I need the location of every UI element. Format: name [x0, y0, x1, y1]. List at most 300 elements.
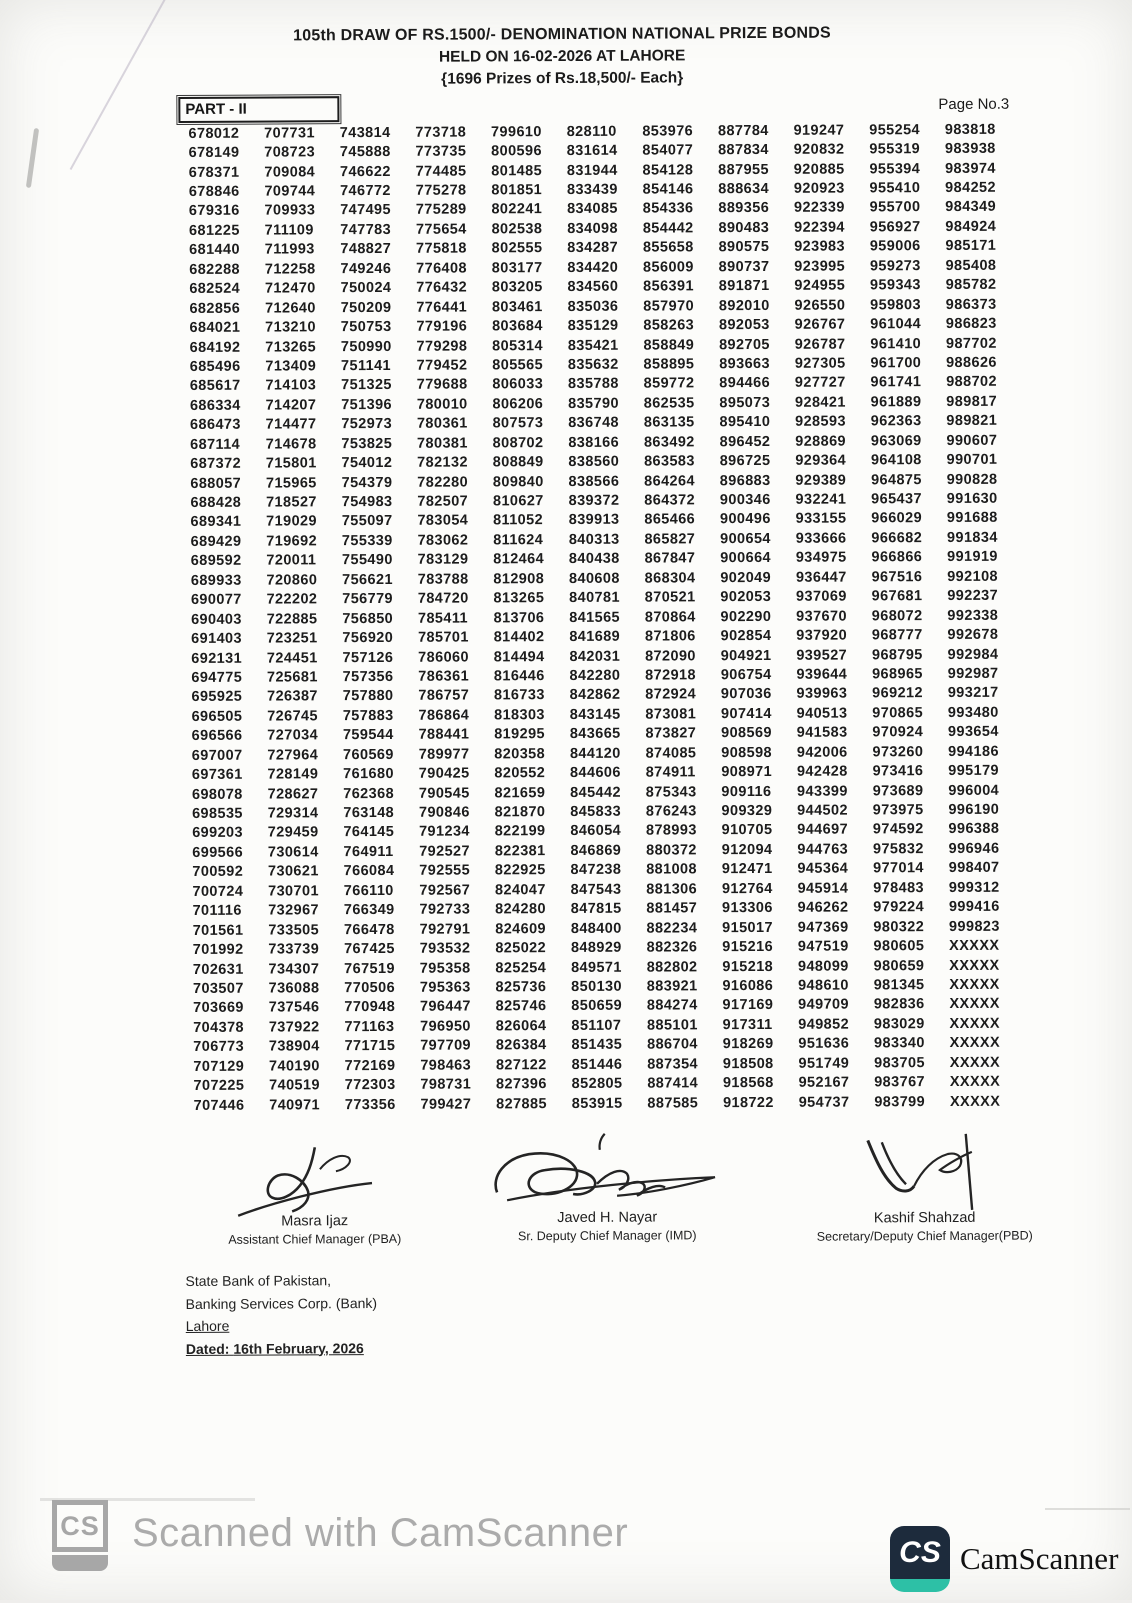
prize-number: 703507 — [192, 980, 244, 997]
prize-number: 798731 — [420, 1076, 472, 1093]
prize-number: 992108 — [947, 568, 999, 585]
issuer-city: Lahore — [185, 1317, 230, 1334]
prize-number: 833439 — [566, 181, 618, 199]
prize-number: 790545 — [418, 785, 470, 802]
prize-number: 845833 — [570, 803, 622, 821]
prize-number: 793532 — [419, 940, 471, 957]
prize-number: 751141 — [340, 357, 392, 375]
prize-number: 882234 — [646, 919, 698, 937]
prize-number: 884274 — [646, 997, 698, 1014]
prize-number: 995179 — [948, 762, 1000, 780]
prize-number: 895073 — [719, 394, 771, 412]
prize-number: 882326 — [646, 939, 698, 956]
prize-number: 814402 — [493, 629, 545, 646]
prize-number: 908598 — [721, 744, 773, 761]
prize-number: 946262 — [797, 899, 849, 917]
prize-number: 707225 — [193, 1077, 245, 1095]
prize-number: 965437 — [871, 491, 922, 508]
prize-number: 983818 — [944, 121, 996, 138]
prize-number: 854146 — [642, 181, 694, 198]
prize-number: 763148 — [343, 804, 395, 822]
prize-number: 984252 — [945, 179, 996, 197]
prize-number: 775289 — [415, 201, 467, 219]
prize-number: 955254 — [869, 121, 921, 139]
prize-number: 707446 — [193, 1097, 245, 1114]
prize-number: 825746 — [495, 998, 547, 1015]
prize-number: 747495 — [340, 202, 392, 219]
prize-number: 688428 — [190, 494, 242, 511]
prize-number: 854077 — [642, 142, 694, 159]
prize-number: 756850 — [342, 610, 394, 627]
prize-number: 956927 — [869, 219, 921, 236]
prize-number: 992678 — [947, 626, 999, 644]
prize-number: 678371 — [188, 164, 240, 181]
prize-number: 892705 — [719, 336, 770, 353]
prize-number: 900664 — [720, 550, 772, 567]
prize-number: 915218 — [722, 958, 774, 975]
prize-number: 738904 — [268, 1038, 320, 1055]
prize-number: 835632 — [567, 356, 619, 373]
prize-number: 913306 — [721, 900, 773, 917]
prize-number: 926550 — [794, 297, 846, 314]
prize-number: 707129 — [193, 1058, 245, 1075]
prize-number: 720011 — [266, 552, 317, 569]
prize-number: 964875 — [871, 471, 922, 488]
prize-number: 848929 — [570, 939, 622, 957]
signatory-name: Masra Ijaz — [281, 1213, 349, 1230]
prize-number: 740190 — [268, 1058, 320, 1075]
prize-number: 701992 — [192, 941, 244, 959]
prize-number: 908569 — [721, 725, 772, 742]
page-number: Page No.3 — [938, 95, 1010, 114]
prize-number: 713265 — [265, 338, 317, 356]
prize-number: 912471 — [721, 861, 773, 878]
prize-number: 994186 — [948, 743, 999, 760]
prize-number: 850659 — [571, 998, 623, 1015]
prize-number: 926767 — [794, 316, 846, 333]
prize-number: 951749 — [798, 1055, 850, 1072]
prize-number: 836748 — [568, 414, 620, 432]
prize-number: 776441 — [416, 299, 468, 316]
prize-number: 980605 — [873, 938, 925, 955]
prize-number: 803461 — [491, 298, 543, 316]
prize-number: 785701 — [418, 629, 469, 646]
prize-number: 863135 — [643, 414, 695, 431]
prize-number: 941583 — [796, 724, 848, 742]
prize-number: 827885 — [496, 1095, 547, 1112]
prize-number: 984349 — [945, 199, 997, 216]
prize-number: 697007 — [191, 747, 243, 764]
signatory-name: Kashif Shahzad — [873, 1209, 976, 1227]
prize-number: 955700 — [869, 199, 921, 216]
prize-number: 694775 — [191, 669, 243, 686]
prize-number: 978483 — [873, 879, 925, 897]
prize-number: 909116 — [721, 783, 772, 800]
prize-number: 709084 — [264, 163, 316, 181]
prize-number: 932241 — [795, 491, 847, 508]
prize-number: 840781 — [569, 589, 620, 607]
prize-number: 701561 — [192, 922, 244, 939]
prize-number: 715965 — [265, 474, 317, 492]
prize-number: 983705 — [874, 1054, 925, 1072]
prize-number: 737546 — [268, 999, 320, 1016]
prize-number: 728149 — [267, 766, 319, 783]
prize-number: 955319 — [869, 141, 921, 158]
prize-number: 983767 — [874, 1074, 926, 1091]
prize-number: 878993 — [645, 822, 697, 840]
prize-number: 891871 — [718, 278, 770, 295]
prize-number: 685617 — [189, 378, 241, 395]
prize-number: 753825 — [341, 435, 393, 452]
prize-number: 810627 — [492, 493, 544, 510]
prize-number: 939963 — [796, 685, 848, 703]
prize-number: 786361 — [418, 668, 470, 685]
prize-number: 959803 — [870, 296, 921, 314]
prize-number: 736088 — [268, 980, 320, 997]
prize-number: 834098 — [567, 220, 619, 237]
prize-number: 719029 — [266, 513, 318, 531]
prize-number: 773718 — [415, 124, 467, 141]
prize-number: 871806 — [644, 628, 696, 645]
prize-number: 792555 — [419, 862, 471, 880]
prize-number: 775818 — [415, 240, 467, 258]
prize-number: 991919 — [947, 549, 998, 566]
prize-number: 961700 — [870, 355, 922, 372]
prize-number: 762368 — [343, 785, 395, 802]
prize-number: 733739 — [268, 941, 320, 958]
prize-number: 704378 — [193, 1019, 245, 1036]
signatory-name: Javed H. Nayar — [557, 1209, 658, 1227]
prize-number: 698078 — [191, 786, 243, 803]
prize-number: 854336 — [642, 200, 694, 218]
prize-number: 896725 — [719, 453, 771, 470]
prize-number: 838560 — [568, 453, 620, 471]
prize-number: 792791 — [419, 921, 471, 938]
prize-number: 772169 — [344, 1057, 396, 1074]
prize-number: 858263 — [643, 317, 695, 334]
prize-number: 944697 — [797, 821, 849, 839]
prize-number: 999416 — [948, 898, 1000, 916]
prize-number: XXXXX — [949, 937, 1000, 955]
prize-number: 902049 — [720, 569, 772, 586]
prize-number: 966029 — [871, 510, 923, 527]
prize-number: 887955 — [718, 161, 769, 178]
prize-number: 867847 — [644, 550, 696, 567]
prize-number: 828110 — [566, 123, 617, 140]
prize-number: 782507 — [417, 493, 469, 510]
prize-number: 835129 — [567, 317, 619, 335]
prize-number: 943399 — [796, 783, 848, 800]
prize-number: 857970 — [643, 297, 695, 315]
prize-number: 790846 — [418, 804, 470, 821]
prize-number: 863583 — [644, 453, 695, 470]
prize-number: 699566 — [192, 844, 244, 861]
prize-number: 917311 — [722, 1016, 773, 1034]
camscanner-brand — [890, 1526, 1118, 1592]
prize-number: 926787 — [794, 336, 846, 353]
prize-number: 864264 — [644, 472, 695, 490]
camscanner-brand-text: CamScanner — [960, 1541, 1119, 1576]
prize-number: 849571 — [571, 959, 622, 976]
signatory-block-2 — [472, 1127, 743, 1243]
prize-number: 915216 — [722, 939, 774, 956]
prize-number: 783062 — [417, 532, 469, 549]
prize-number: 892010 — [718, 297, 770, 314]
prize-number: 759544 — [342, 727, 394, 744]
prize-number: 771163 — [344, 1018, 395, 1036]
prize-number: 802555 — [491, 240, 543, 257]
prize-number: 999312 — [948, 879, 1000, 896]
prize-number: 851435 — [571, 1036, 623, 1054]
prize-number: 918269 — [722, 1036, 774, 1053]
prize-number: 996190 — [948, 801, 1000, 819]
prize-number: 821659 — [494, 784, 546, 801]
prize-number: 834420 — [567, 259, 619, 276]
prize-number: 968777 — [871, 627, 923, 644]
prize-number: 988702 — [946, 374, 998, 391]
prize-number: 851446 — [571, 1056, 623, 1073]
prize-number: 678846 — [188, 183, 240, 200]
prize-number: 764145 — [343, 824, 395, 841]
prize-number: 989821 — [946, 413, 998, 430]
prize-number: 844120 — [569, 745, 621, 762]
prize-number: 816446 — [493, 668, 545, 685]
prize-number: 790425 — [418, 765, 470, 782]
prize-number: 873081 — [645, 706, 697, 723]
prize-number: 792733 — [419, 901, 471, 918]
signatory-title: Assistant Chief Manager (PBA) — [228, 1231, 402, 1247]
prize-number: 888634 — [718, 180, 770, 198]
prize-number: 990701 — [946, 451, 998, 469]
prize-number: 973416 — [872, 763, 924, 780]
prize-number: 751396 — [341, 396, 393, 414]
prize-number: 942428 — [796, 763, 848, 780]
prize-number: 786060 — [418, 649, 469, 666]
prize-number: 853915 — [571, 1095, 623, 1112]
prize-number: 750209 — [340, 299, 392, 316]
prize-table — [182, 120, 1019, 1116]
prize-number: 755097 — [341, 513, 393, 530]
prize-number: 752973 — [341, 416, 393, 433]
prize-number: 992987 — [947, 665, 999, 682]
prize-number: 719692 — [266, 533, 318, 550]
prize-number: 820552 — [494, 765, 546, 782]
prize-number: 939527 — [796, 647, 848, 664]
prize-number: 757356 — [342, 668, 394, 686]
prize-number: 886704 — [647, 1036, 698, 1053]
part-label-box: PART - II — [178, 96, 339, 123]
prize-number: 770948 — [344, 999, 396, 1016]
prize-number: 919247 — [793, 122, 845, 139]
prize-number: 696566 — [191, 727, 243, 745]
prize-number: 947519 — [797, 938, 849, 955]
prize-number: 990607 — [946, 432, 998, 449]
prize-number: 875343 — [645, 783, 697, 801]
prize-number: 842862 — [569, 687, 621, 704]
prize-number: 902290 — [720, 608, 772, 625]
draw-venue-date: HELD ON 16-02-2026 AT LAHORE — [438, 47, 686, 66]
prize-number: 826384 — [495, 1037, 547, 1054]
prize-number: 999823 — [948, 918, 1000, 935]
prize-number: 887784 — [717, 122, 769, 139]
prize-number: 929389 — [795, 472, 847, 489]
prize-number: 955410 — [869, 180, 921, 197]
prize-number: 678149 — [188, 144, 240, 162]
prize-number: 961410 — [870, 335, 922, 352]
prize-number: 966866 — [871, 549, 923, 566]
prize-number: 813265 — [493, 590, 545, 607]
prize-number: 834085 — [567, 201, 618, 218]
prize-number: 811624 — [493, 532, 544, 549]
prize-number: 822925 — [494, 862, 546, 879]
prize-number: 942006 — [796, 744, 848, 761]
prize-number: 988626 — [946, 354, 997, 371]
prize-number: 868304 — [644, 570, 696, 587]
prize-number: XXXXX — [949, 1054, 1001, 1071]
prize-number: 775278 — [415, 182, 467, 199]
prize-number: 834560 — [567, 278, 619, 296]
prize-number: 809840 — [492, 473, 544, 490]
prize-number: 831944 — [566, 162, 618, 179]
prize-number: 754983 — [341, 493, 393, 511]
prize-number: 928869 — [795, 433, 847, 450]
prize-number: 795358 — [419, 960, 471, 977]
prize-number: 720860 — [266, 572, 318, 589]
prize-number: 838566 — [568, 473, 620, 490]
prize-number: 876243 — [645, 803, 697, 820]
prize-number: 806206 — [492, 395, 544, 413]
prize-number: 784720 — [417, 590, 469, 607]
prize-number: 902854 — [720, 628, 772, 645]
prize-number: 872918 — [645, 667, 697, 684]
prize-number: 819295 — [494, 726, 546, 743]
prize-number: 766349 — [343, 902, 395, 919]
prize-number: 840608 — [568, 570, 620, 587]
prize-number: 912764 — [721, 880, 773, 897]
prize-number: 855658 — [642, 239, 694, 256]
prize-number: 684192 — [189, 339, 241, 356]
prize-number: 783788 — [417, 571, 469, 588]
prize-number: 918508 — [722, 1055, 774, 1072]
prize-number: 985782 — [945, 276, 997, 294]
prize-number: 808702 — [492, 434, 544, 452]
prize-number: 993654 — [947, 724, 999, 741]
prize-number: XXXXX — [949, 996, 1000, 1013]
prize-number: 816733 — [493, 687, 545, 704]
prize-number: 872090 — [645, 647, 696, 665]
prize-number: 887585 — [647, 1094, 699, 1112]
prize-number: 985408 — [945, 257, 997, 274]
prize-number: 916086 — [722, 977, 774, 995]
prize-number: 962363 — [870, 413, 922, 430]
prize-number: 967681 — [871, 588, 923, 605]
prize-number: 708723 — [264, 144, 316, 161]
prize-number: 726387 — [267, 688, 318, 705]
prize-number: 934975 — [795, 549, 847, 567]
prize-number: 679316 — [188, 203, 240, 220]
prize-number: 800596 — [491, 143, 542, 160]
prize-number: 951636 — [798, 1035, 850, 1053]
prize-number: XXXXX — [949, 957, 1000, 974]
prize-number: 859772 — [643, 375, 695, 392]
prize-number: 689341 — [190, 514, 242, 531]
prize-number: 940513 — [796, 705, 848, 722]
prize-number: 734307 — [268, 960, 320, 978]
prize-number: 881008 — [646, 861, 698, 878]
prize-number: 785411 — [417, 610, 468, 627]
prize-number: 969212 — [872, 685, 924, 702]
prize-number: 968965 — [872, 666, 923, 683]
prize-number: 933666 — [795, 530, 847, 547]
prize-number: 766110 — [343, 882, 394, 899]
prize-number: 779688 — [416, 376, 468, 394]
scanned-with-text: Scanned with CamScanner — [132, 1510, 629, 1555]
prize-number: 918568 — [722, 1075, 774, 1092]
prize-number: 883921 — [646, 978, 698, 995]
prize-number: 887414 — [647, 1075, 699, 1092]
prize-number: 827122 — [495, 1056, 547, 1074]
prize-number: 796447 — [419, 998, 471, 1016]
prize-number: 853976 — [642, 123, 694, 140]
prize-number: 786757 — [418, 687, 470, 705]
prize-number: 854128 — [642, 161, 694, 179]
prize-number: 754012 — [341, 455, 393, 472]
prize-number: 691403 — [191, 630, 242, 648]
prize-number: 776432 — [416, 279, 468, 296]
prize-number: 990828 — [946, 471, 998, 488]
prize-number: 885101 — [646, 1017, 698, 1034]
prize-number: 838166 — [568, 434, 620, 451]
prize-number: 890483 — [718, 219, 770, 237]
prize-number: 922394 — [794, 219, 845, 236]
prize-number: 843665 — [569, 725, 621, 743]
prize-number: 985171 — [945, 238, 997, 255]
prize-number: 825736 — [495, 979, 547, 996]
prize-number: 755339 — [341, 532, 393, 550]
prize-number: 798463 — [420, 1057, 472, 1074]
prize-number: XXXXX — [949, 1073, 1001, 1091]
prize-number: 699203 — [192, 825, 244, 842]
prize-number: 726745 — [267, 708, 319, 725]
prize-number: 754379 — [341, 474, 393, 491]
prize-number: 961044 — [870, 316, 922, 333]
prize-number: 952167 — [798, 1074, 850, 1091]
prize-number: 854442 — [642, 220, 694, 237]
prize-number: 730614 — [267, 844, 319, 861]
camscanner-watermark — [52, 1500, 628, 1566]
prize-number: 760569 — [342, 746, 394, 763]
prize-number: 743814 — [339, 124, 391, 141]
prize-number: 714103 — [265, 377, 317, 394]
prize-number: 718527 — [266, 494, 317, 511]
prize-number: 929364 — [795, 452, 847, 469]
prize-number: 690403 — [191, 611, 242, 628]
cs-monogram: CS — [52, 1500, 108, 1552]
prize-number: 843145 — [569, 706, 621, 723]
prize-number: 802241 — [491, 201, 543, 218]
prize-number: 987702 — [945, 335, 997, 352]
prize-number: 808849 — [492, 454, 544, 471]
prize-number: 728627 — [267, 785, 319, 803]
prize-number: 996946 — [948, 840, 1000, 857]
prize-number: 766478 — [343, 921, 395, 938]
prize-number: 689933 — [190, 572, 242, 589]
prize-number: 746772 — [340, 182, 391, 200]
prize-number: 983029 — [873, 1015, 925, 1033]
prize-number: 771715 — [344, 1038, 396, 1055]
prize-number: 847543 — [570, 881, 622, 898]
prize-number: 678012 — [188, 125, 240, 142]
